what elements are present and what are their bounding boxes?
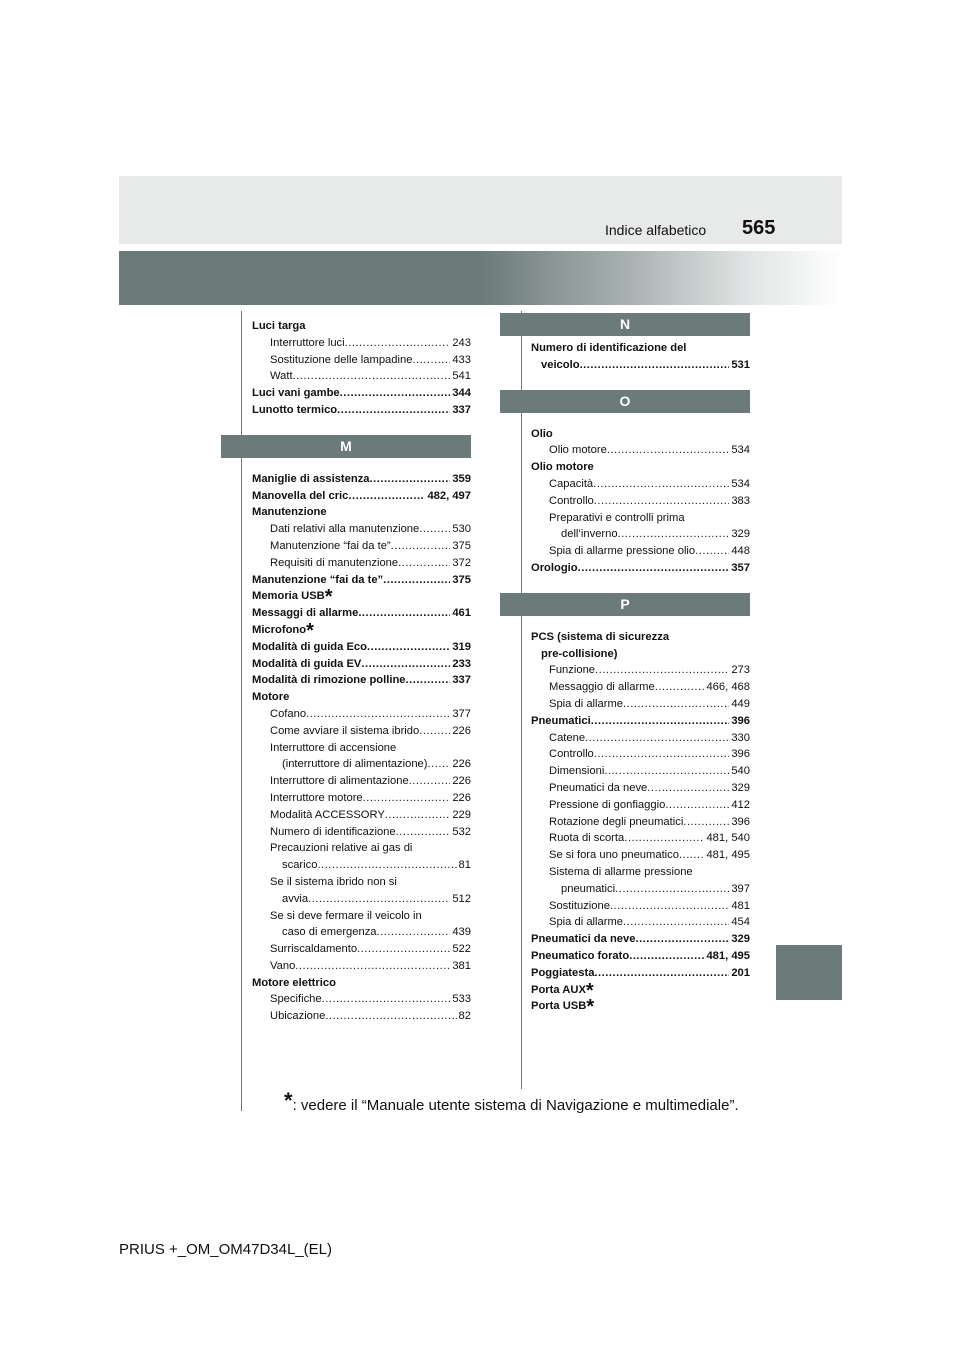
- index-entry[interactable]: Manutenzione “fai da te” ..... 375: [252, 572, 471, 589]
- index-entry[interactable]: Interruttore motore ..... 226: [252, 790, 471, 807]
- index-entry[interactable]: Rotazione degli pneumatici ..... 396: [531, 814, 750, 831]
- index-entry[interactable]: Specifiche ..... 533: [252, 991, 471, 1008]
- page-number: 565: [742, 217, 776, 239]
- index-entry[interactable]: Watt ..... 541: [252, 368, 471, 385]
- index-entry[interactable]: Se si fora uno pneumatico ..... 481, 495: [531, 847, 750, 864]
- index-entry-text: Preparativi e controlli prima: [549, 511, 685, 524]
- index-entry-text: Interruttore di accensione: [270, 741, 397, 754]
- asterisk-marker: *: [585, 979, 594, 1002]
- index-heading: pre-collisione): [541, 647, 618, 660]
- header-band: [119, 176, 842, 244]
- index-heading: Luci targa: [252, 320, 306, 332]
- index-entry[interactable]: Manutenzione “fai da te” ..... 375: [252, 538, 471, 555]
- index-entry[interactable]: Ubicazione ..... 82: [252, 1008, 471, 1025]
- index-entry[interactable]: Maniglie di assistenza ..... 359: [252, 471, 471, 488]
- footnote-marker: *: [284, 1088, 293, 1113]
- index-entry[interactable]: Spia di allarme ..... 454: [531, 914, 750, 931]
- index-entry[interactable]: dell’inverno ..... 329: [531, 526, 750, 543]
- section-letter-o: O: [500, 390, 750, 413]
- index-entry[interactable]: Controllo ..... 396: [531, 746, 750, 763]
- index-entry[interactable]: Messaggi di allarme ..... 461: [252, 605, 471, 622]
- asterisk-marker: *: [586, 996, 595, 1019]
- section-title: Indice alfabetico: [605, 222, 707, 238]
- index-entry[interactable]: Ruota di scorta ..... 481, 540: [531, 830, 750, 847]
- index-entry[interactable]: Numero di identificazione ..... 532: [252, 824, 471, 841]
- index-entry[interactable]: (interruttore di alimentazione) ..... 226: [252, 756, 471, 773]
- index-entry[interactable]: veicolo ..... 531: [531, 357, 750, 374]
- index-entry-text: Se il sistema ibrido non si: [270, 875, 397, 888]
- index-entry-text: Sistema di allarme pressione: [549, 865, 693, 878]
- asterisk-marker: *: [324, 586, 333, 609]
- index-entry[interactable]: Come avviare il sistema ibrido ..... 226: [252, 723, 471, 740]
- index-entry[interactable]: Capacità ..... 534: [531, 476, 750, 493]
- index-heading: Motore elettrico: [252, 976, 336, 989]
- index-entry[interactable]: Lunotto termico ..... 337: [252, 402, 471, 419]
- index-entry[interactable]: Pneumatico forato ..... 481, 495: [531, 948, 750, 965]
- index-entry[interactable]: Catene ..... 330: [531, 730, 750, 747]
- index-entry[interactable]: Pneumatici da neve ..... 329: [531, 931, 750, 948]
- index-entry[interactable]: pneumatici ..... 397: [531, 881, 750, 898]
- index-entry[interactable]: Surriscaldamento ..... 522: [252, 941, 471, 958]
- index-heading: Motore: [252, 691, 290, 704]
- footnote: [284, 1088, 739, 1114]
- index-entry[interactable]: Luci vani gambe ..... 344: [252, 385, 471, 402]
- index-entry[interactable]: Dimensioni ..... 540: [531, 763, 750, 780]
- index-entry[interactable]: avvia ..... 512: [252, 891, 471, 908]
- section-letter-n: N: [500, 313, 750, 336]
- index-column-left: [252, 318, 471, 1025]
- index-entry[interactable]: Pneumatici da neve ..... 329: [531, 780, 750, 797]
- index-entry[interactable]: Spia di allarme pressione olio ..... 448: [531, 543, 750, 560]
- index-entry[interactable]: Poggiatesta ..... 201: [531, 965, 750, 982]
- asterisk-marker: *: [306, 619, 314, 642]
- index-entry[interactable]: Modalità ACCESSORY ..... 229: [252, 807, 471, 824]
- index-entry[interactable]: Sostituzione delle lampadine ..... 433: [252, 352, 471, 369]
- index-entry[interactable]: Porta AUX*: [531, 979, 594, 1002]
- index-entry[interactable]: Modalità di guida EV ..... 233: [252, 656, 471, 673]
- index-entry[interactable]: Vano ..... 381: [252, 958, 471, 975]
- header-gradient-bar: [119, 251, 842, 305]
- index-entry[interactable]: Olio motore ..... 534: [531, 442, 750, 459]
- footnote-text: : vedere il “Manuale utente sistema di Navigazione e multimediale”.: [292, 1097, 739, 1114]
- index-heading: Olio: [531, 427, 553, 440]
- index-entry[interactable]: Porta USB*: [531, 996, 595, 1019]
- index-entry-text: Numero di identificazione del: [531, 342, 687, 354]
- index-entry[interactable]: Interruttore di alimentazione ..... 226: [252, 773, 471, 790]
- index-entry[interactable]: Manovella del cric ..... 482, 497: [252, 488, 471, 505]
- index-heading: Manutenzione: [252, 506, 327, 519]
- index-entry[interactable]: Modalità di guida Eco ..... 319: [252, 639, 471, 656]
- index-entry[interactable]: Dati relativi alla manutenzione ..... 530: [252, 521, 471, 538]
- index-entry-text: Se si deve fermare il veicolo in: [270, 909, 422, 922]
- index-entry[interactable]: Sostituzione ..... 481: [531, 898, 750, 915]
- index-heading: PCS (sistema di sicurezza: [531, 630, 670, 643]
- index-entry[interactable]: Microfono*: [252, 619, 314, 642]
- index-entry[interactable]: Pressione di gonfiaggio ..... 412: [531, 797, 750, 814]
- middle-column-rule: [521, 311, 522, 1089]
- index-entry[interactable]: Memoria USB*: [252, 586, 333, 609]
- index-entry[interactable]: Controllo ..... 383: [531, 493, 750, 510]
- chapter-side-tab: [776, 945, 842, 1000]
- index-entry[interactable]: Requisiti di manutenzione ..... 372: [252, 555, 471, 572]
- index-column-right: [531, 340, 750, 1019]
- index-entry[interactable]: caso di emergenza ..... 439: [252, 924, 471, 941]
- index-entry-text: Precauzioni relative ai gas di: [270, 842, 413, 855]
- left-column-rule: [241, 311, 242, 1111]
- index-entry[interactable]: Pneumatici ..... 396: [531, 713, 750, 730]
- section-letter-p: P: [500, 593, 750, 616]
- index-entry[interactable]: Messaggio di allarme ..... 466, 468: [531, 679, 750, 696]
- model-code: PRIUS +_OM_OM47D34L_(EL): [119, 1241, 333, 1258]
- index-entry[interactable]: Interruttore luci ..... 243: [252, 335, 471, 352]
- index-heading: Olio motore: [531, 461, 594, 474]
- index-entry[interactable]: Orologio ..... 357: [531, 560, 750, 577]
- index-entry[interactable]: Cofano ..... 377: [252, 706, 471, 723]
- index-entry[interactable]: Spia di allarme ..... 449: [531, 696, 750, 713]
- index-entry[interactable]: scarico ..... 81: [252, 857, 471, 874]
- index-entry[interactable]: Modalità di rimozione polline ..... 337: [252, 672, 471, 689]
- index-entry[interactable]: Funzione ..... 273: [531, 662, 750, 679]
- section-letter-m: M: [221, 435, 471, 458]
